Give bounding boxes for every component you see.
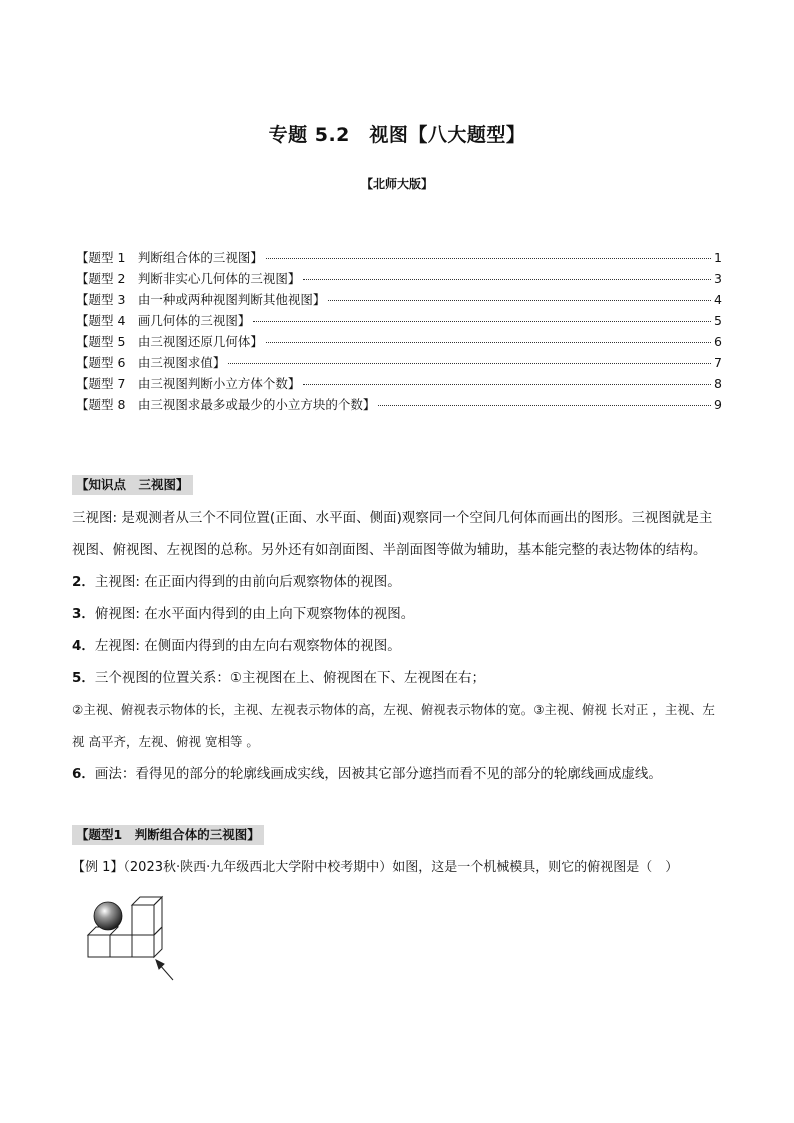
example-question [72,856,724,875]
toc-entry-label: 【题型 7 由三视图判断小立方体个数】 [76,376,301,391]
list-item [72,598,724,630]
toc-entry-page: 4 [714,292,722,307]
toc-entry[interactable] [76,311,722,332]
example-text: 如图，这是一个机械模具，则它的俯视图是（ ） [392,860,679,875]
item-number: 6． [72,766,95,782]
toc-entry-page: 1 [714,250,722,265]
view-arrow [156,960,173,980]
item-text: 左视图: 在侧面内得到的由左向右观察物体的视图。 [94,638,401,654]
page-subtitle: 【北师大版】 [360,177,433,191]
page-title: 专题 5.2 视图【八大题型】 [268,124,526,146]
toc-entry-page: 9 [714,397,722,412]
toc-entry-page: 7 [714,355,722,370]
left-cube-front [88,935,110,957]
toc-entry-page: 5 [714,313,722,328]
example-source: （2023秋·陕西·九年级西北大学附中校考期中） [123,860,393,875]
definition-paragraph: 三视图: 是观测者从三个不同位置(正面、水平面、侧面)观察同一个空间几何体而画出的图形。三视图就是主视图、俯视图、左视图的总称。另外还有如剖面图、半剖面图等做为辅助，基本能完整的表达物体的结构。 [72,510,713,558]
upper-cube-side [154,897,162,935]
item-number: 5． [72,670,95,686]
relation-paragraph: ②主视、俯视表示物体的长，主视、左视表示物体的高，左视、俯视表示物体的宽。③主视、俯视 长对正 ，主视、左视 高平齐，左视、俯视 宽相等 。 [72,702,715,749]
knowledge-body [72,502,724,790]
toc-entry-label: 【题型 2 判断非实心几何体的三视图】 [76,271,301,286]
list-item [72,758,724,790]
toc-entry[interactable] [76,374,722,395]
toc-leader-dots [228,363,711,364]
toc-entry-label: 【题型 8 由三视图求最多或最少的小立方块的个数】 [76,397,376,412]
mold-figure [80,892,180,984]
toc-leader-dots [378,405,711,406]
example-label: 【例 1】 [72,860,124,875]
item-number: 2． [72,574,95,590]
item-text: 三个视图的位置关系：①主视图在上、俯视图在下、左视图在右； [94,670,486,686]
toc-entry-page: 8 [714,376,722,391]
toc-entry[interactable] [76,332,722,353]
toc-entry[interactable] [76,290,722,311]
toc-leader-dots [266,342,711,343]
table-of-contents [76,248,722,416]
knowledge-heading: 【知识点 三视图】 [72,475,193,495]
list-item [72,662,724,694]
toc-leader-dots [303,384,711,385]
toc-leader-dots [303,279,711,280]
item-text: 俯视图: 在水平面内得到的由上向下观察物体的视图。 [94,606,415,622]
toc-entry[interactable] [76,248,722,269]
toc-entry-page: 6 [714,334,722,349]
toc-leader-dots [253,321,711,322]
toc-entry-label: 【题型 6 由三视图求值】 [76,355,226,370]
item-number: 3． [72,606,95,622]
toc-entry[interactable] [76,269,722,290]
toc-leader-dots [266,258,711,259]
toc-entry-label: 【题型 3 由一种或两种视图判断其他视图】 [76,292,326,307]
toc-leader-dots [328,300,711,301]
sphere [94,902,122,930]
toc-entry[interactable] [76,395,722,416]
bottom-side-face [154,927,162,957]
toc-entry-page: 3 [714,271,722,286]
item-number: 4． [72,638,95,654]
item-text: 画法：看得见的部分的轮廓线画成实线，因被其它部分遮挡而看不见的部分的轮廓线画成虚线。 [94,766,662,782]
toc-entry-label: 【题型 5 由三视图还原几何体】 [76,334,263,349]
item-text: 主视图: 在正面内得到的由前向后观察物体的视图。 [94,574,401,590]
section-heading: 【题型1 判断组合体的三视图】 [72,825,264,845]
list-item [72,566,724,598]
list-item [72,630,724,662]
toc-entry-label: 【题型 1 判断组合体的三视图】 [76,250,263,265]
toc-entry[interactable] [76,353,722,374]
toc-entry-label: 【题型 4 画几何体的三视图】 [76,313,251,328]
